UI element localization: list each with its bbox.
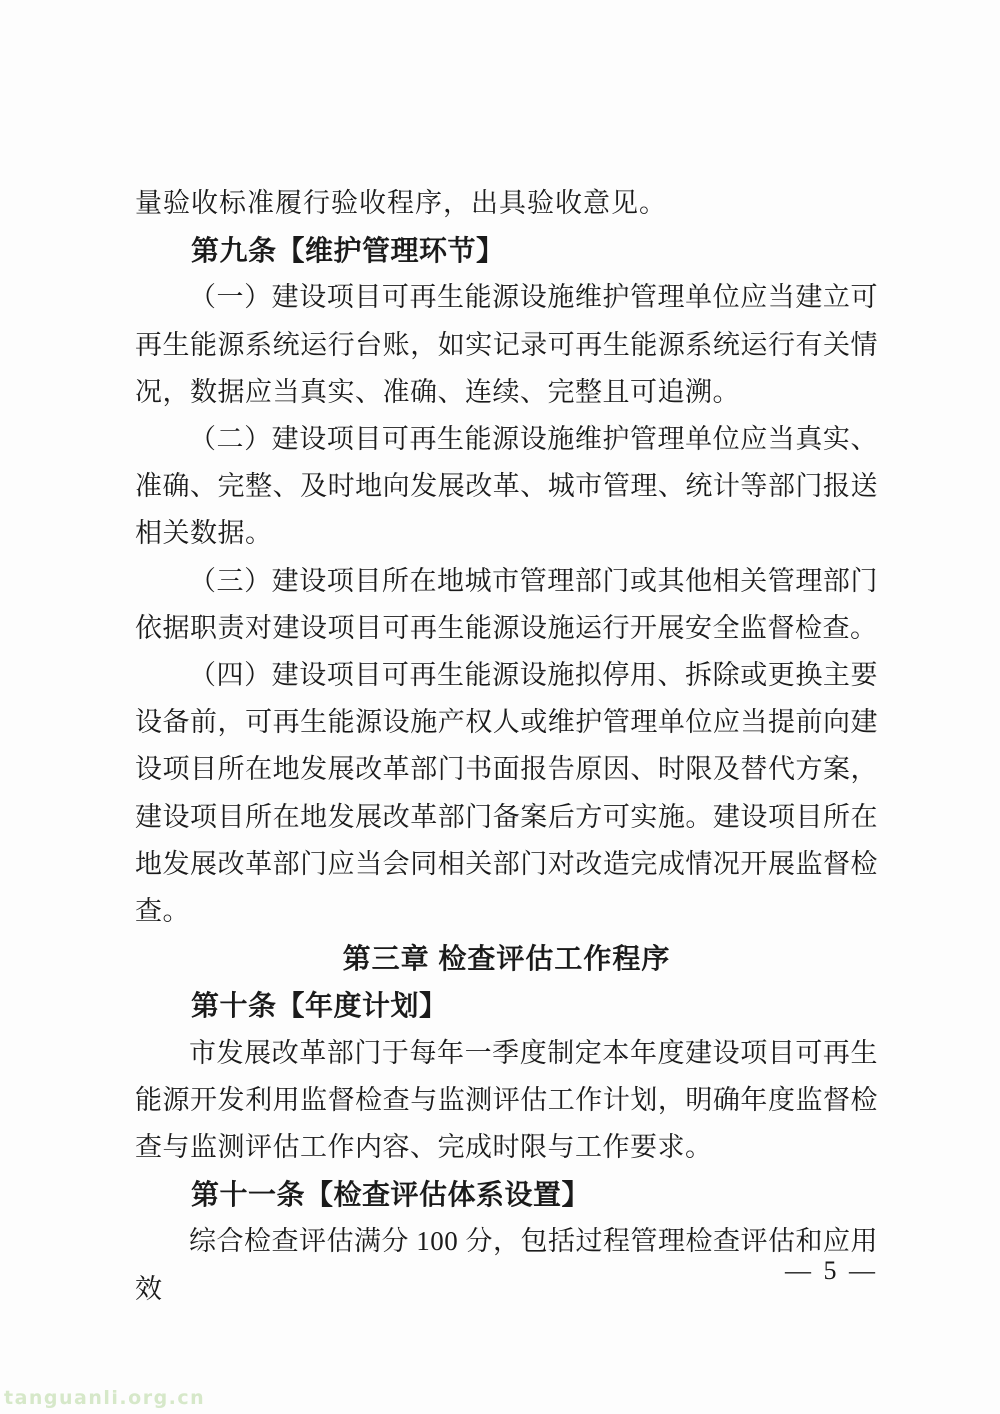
page-number: — 5 — — [785, 1256, 878, 1285]
article-9-item-1: （一）建设项目可再生能源设施维护管理单位应当建立可再生能源系统运行台账，如实记录可再生能源系统运行有关情况，数据应当真实、准确、连续、完整且可追溯。 — [135, 282, 878, 407]
article-10-paragraph: 市发展改革部门于每年一季度制定本年度建设项目可再生能源开发利用监督检查与监测评估工作计划，明确年度监督检查与监测评估工作内容、完成时限与工作要求。 — [135, 1037, 878, 1163]
document-body — [135, 180, 878, 1313]
article-10-heading: 第十条【年度计划】 — [191, 990, 448, 1022]
article-9-item-4: （四）建设项目可再生能源设施拟停用、拆除或更换主要设备前，可再生能源设施产权人或维护管理单位应当提前向建设项目所在地发展改革部门书面报告原因、时限及替代方案，建设项目所在地发展改革部门备案后方可实施。建设项目所在地发展改革部门应当会同相关部门对改造完成情况开展监督检查。 — [135, 660, 878, 927]
watermark: tanguanli.org.cn — [4, 1387, 206, 1409]
article-9-item-2: （二）建设项目可再生能源设施维护管理单位应当真实、准确、完整、及时地向发展改革、城市管理、统计等部门报送相关数据。 — [135, 424, 878, 549]
article-11-heading: 第十一条【检查评估体系设置】 — [191, 1179, 591, 1211]
article-9-item-3: （三）建设项目所在地城市管理部门或其他相关管理部门依据职责对建设项目可再生能源设施运行开展安全监督检查。 — [135, 565, 878, 643]
continuation-line: 量验收标准履行验收程序，出具验收意见。 — [135, 188, 667, 218]
chapter-3-heading: 第三章 检查评估工作程序 — [342, 943, 671, 975]
article-9-heading: 第九条【维护管理环节】 — [191, 235, 505, 267]
article-11-paragraph: 综合检查评估满分 100 分，包括过程管理检查评估和应用效 — [135, 1226, 878, 1304]
